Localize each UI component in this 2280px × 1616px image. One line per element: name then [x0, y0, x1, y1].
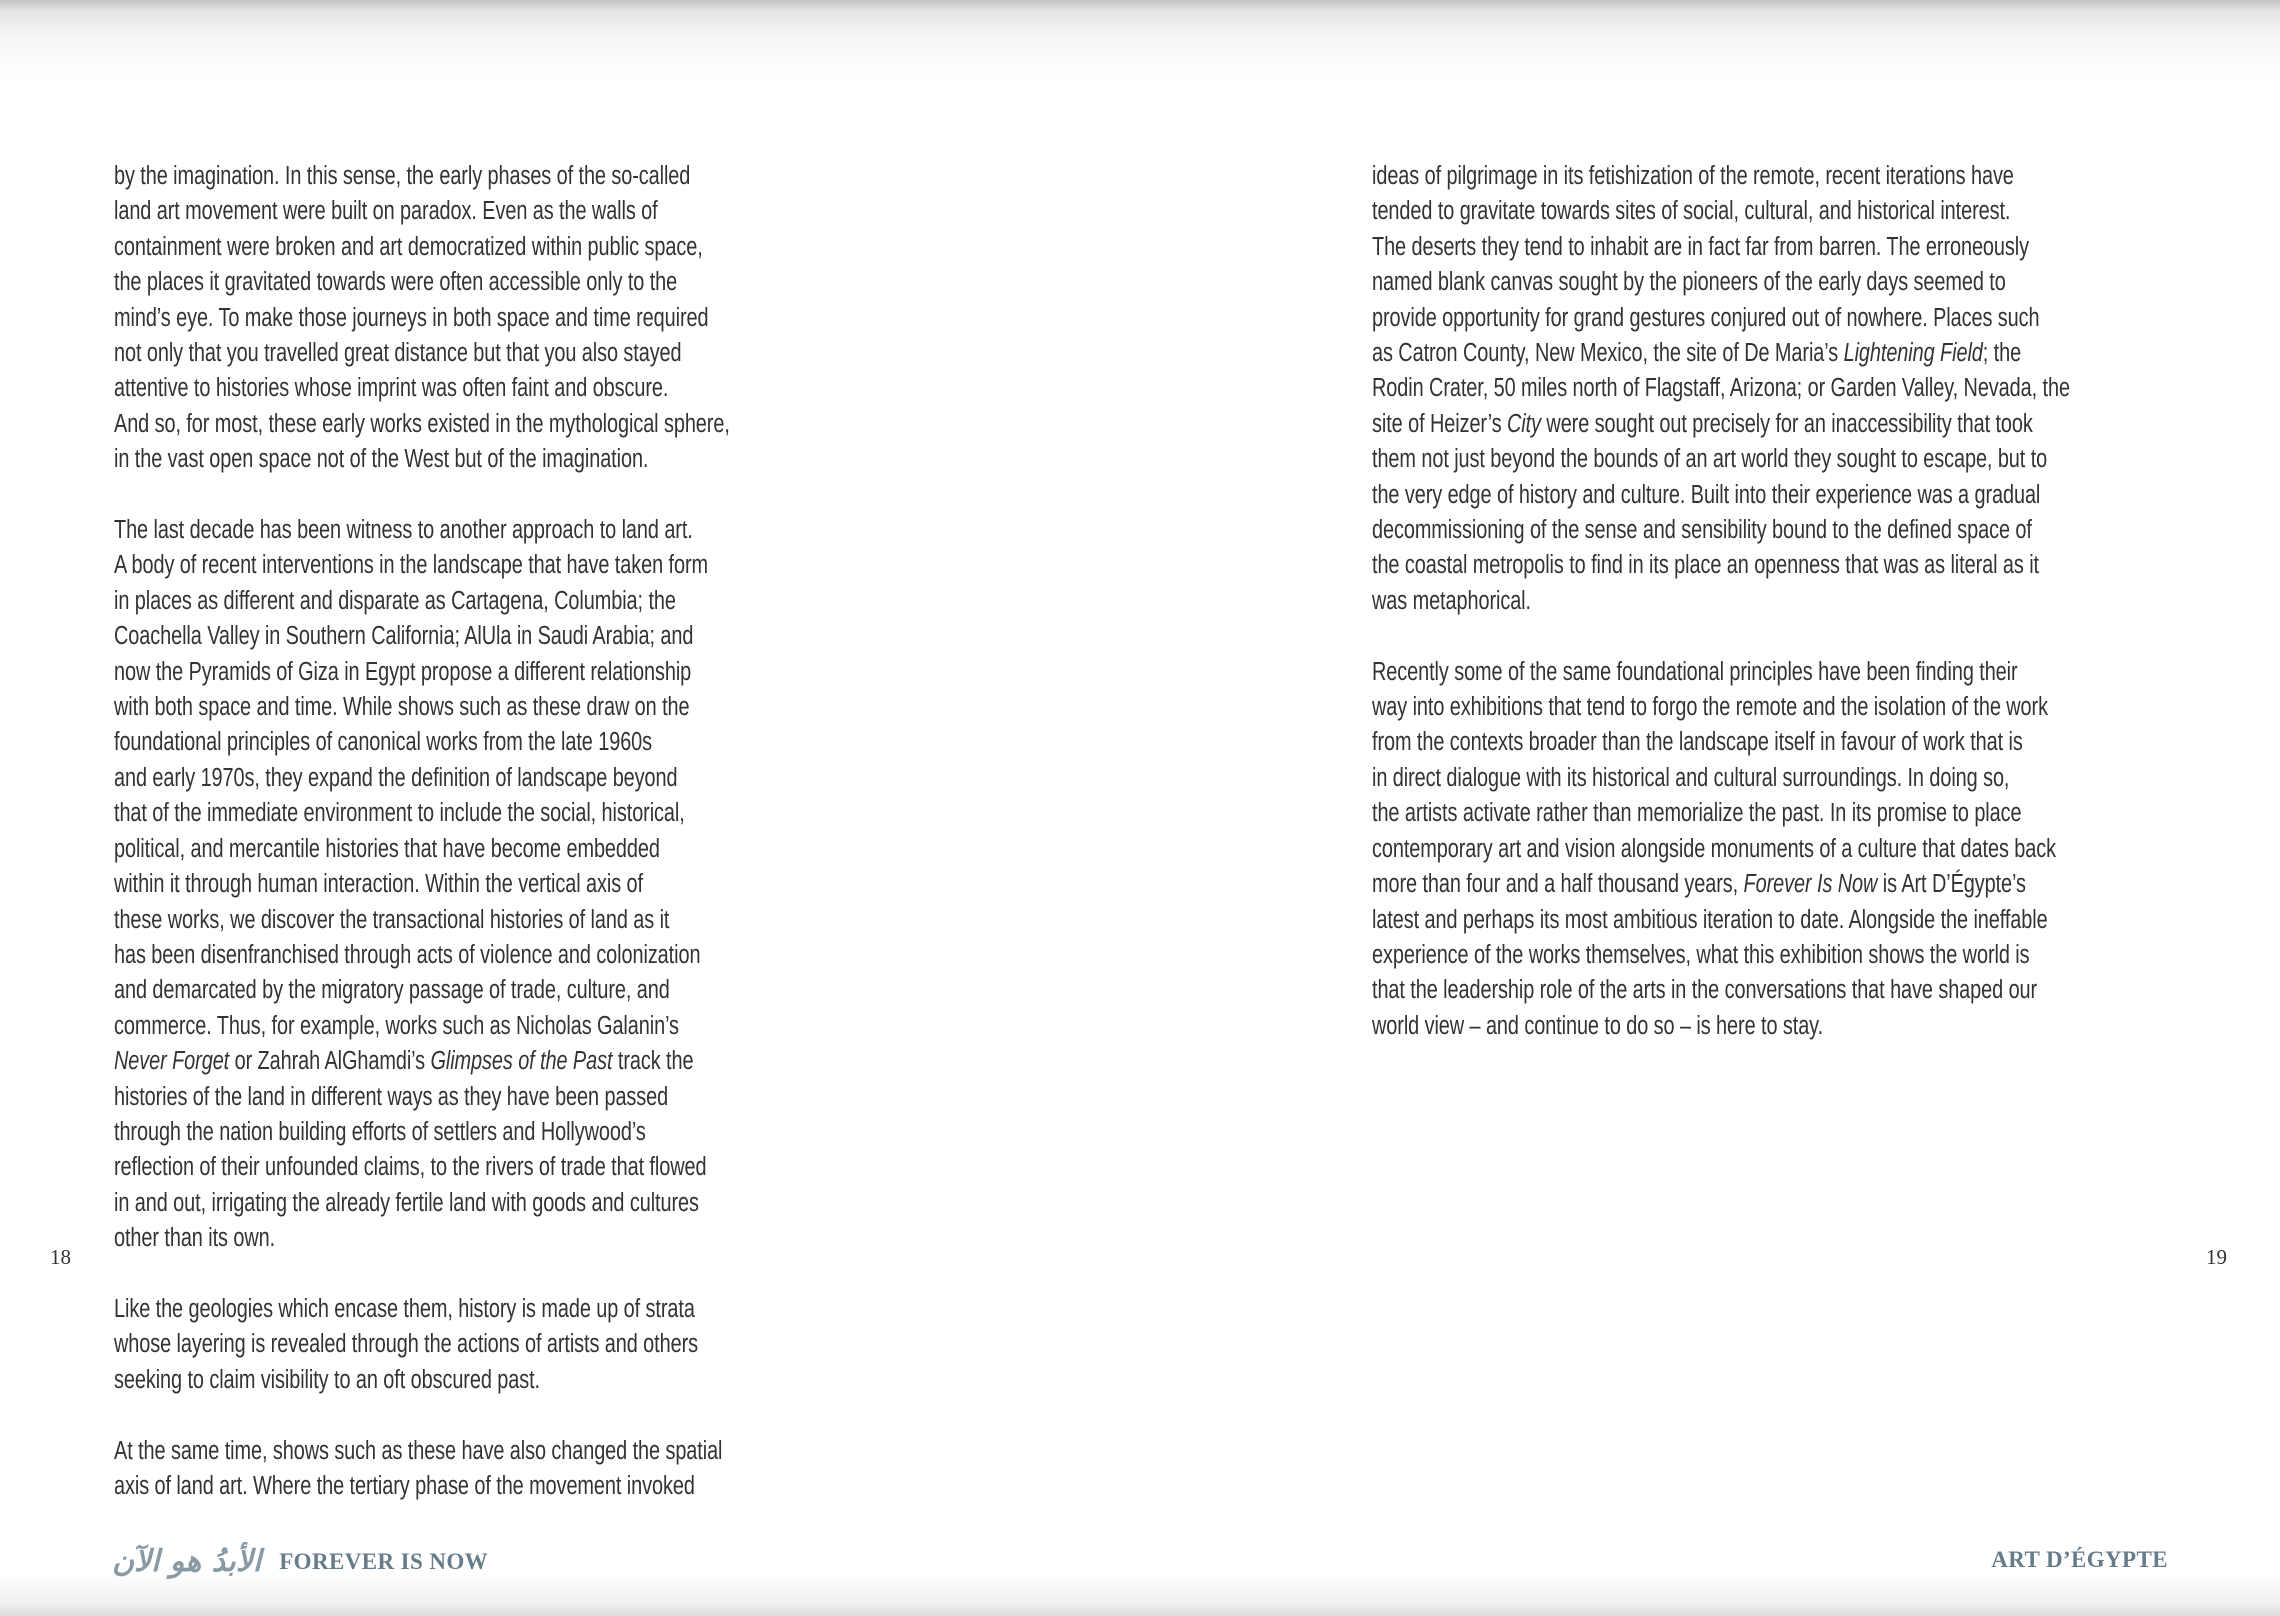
right-paragraph-1	[1372, 159, 2070, 619]
text-line: commerce. Thus, for example, works such as Nicholas Galanin’s	[114, 1011, 679, 1040]
artwork-title: City	[1507, 409, 1541, 438]
text-line: reflection of their unfounded claims, to the rivers of trade that flowed	[114, 1153, 707, 1182]
text-line-with-title	[1372, 407, 2070, 442]
text-line: that of the immediate environment to include the social, historical,	[114, 799, 685, 828]
text-line: and demarcated by the migratory passage of trade, culture, and	[114, 976, 670, 1005]
text-line: whose layering is revealed through the actions of artists and others	[114, 1330, 699, 1359]
text-line: seeking to claim visibility to an oft obscured past.	[114, 1365, 541, 1394]
text-line: by the imagination. In this sense, the early phases of the so-called	[114, 162, 691, 190]
text-line: now the Pyramids of Giza in Egypt propose a different relationship	[114, 657, 692, 686]
text-line: containment were broken and art democratized within public space,	[114, 232, 703, 261]
text-segment: more than four and a half thousand years,	[1372, 870, 1744, 899]
text-segment: ; the	[1982, 339, 2022, 368]
artwork-title: Lightening Field	[1843, 339, 1983, 368]
text-line: A body of recent interventions in the landscape that have taken form	[114, 551, 708, 580]
text-line: that the leadership role of the arts in the conversations that have shaped our	[1372, 976, 2038, 1005]
text-line: from the contexts broader than the landscape itself in favour of work that is	[1372, 728, 2023, 757]
text-line: Recently some of the same foundational principles have been finding their	[1372, 657, 2018, 686]
text-line: provide opportunity for grand gestures conjured out of nowhere. Places such	[1372, 303, 2040, 332]
left-paragraph-3	[114, 1292, 730, 1398]
text-line: histories of the land in different ways as they have been passed	[114, 1082, 669, 1111]
text-line-with-title	[1372, 336, 2070, 371]
text-line: axis of land art. Where the tertiary phase of the movement invoked	[114, 1471, 695, 1500]
text-line: foundational principles of canonical works from the late 1960s	[114, 728, 653, 757]
text-line: And so, for most, these early works existed in the mythological sphere,	[114, 409, 730, 438]
text-line: through the nation building efforts of settlers and Hollywood’s	[114, 1117, 646, 1146]
page-number-left: 18	[50, 1245, 71, 1269]
text-line: other than its own.	[114, 1224, 276, 1253]
text-line: in the vast open space not of the West but of the imagination.	[114, 445, 649, 474]
text-line: was metaphorical.	[1372, 586, 1531, 615]
left-page-text	[114, 159, 730, 1540]
text-line: ideas of pilgrimage in its fetishization of the remote, recent iterations have	[1372, 162, 2014, 190]
arabic-logo: الأبدُ هو الآن	[112, 1544, 262, 1579]
right-page-text	[1372, 159, 2070, 1080]
text-line: them not just beyond the bounds of an art world they sought to escape, but to	[1372, 445, 2048, 474]
text-line: Rodin Crater, 50 miles north of Flagstaff, Arizona; or Garden Valley, Nevada, the	[1372, 374, 2070, 403]
text-line: The deserts they tend to inhabit are in fact far from barren. The erroneously	[1372, 232, 2029, 261]
text-segment: or Zahrah AlGhamdi’s	[229, 1047, 431, 1076]
text-line: mind’s eye. To make those journeys in both space and time required	[114, 303, 709, 332]
text-line: and early 1970s, they expand the definition of landscape beyond	[114, 763, 678, 792]
text-line: The last decade has been witness to another approach to land art.	[114, 516, 693, 545]
text-line: contemporary art and vision alongside monuments of a culture that dates back	[1372, 834, 2056, 863]
page-number-right: 19	[2206, 1245, 2227, 1269]
text-line: political, and mercantile histories that have become embedded	[114, 834, 660, 863]
artwork-title: Never Forget	[114, 1047, 230, 1076]
text-line: named blank canvas sought by the pioneers of the early days seemed to	[1372, 268, 2006, 297]
text-line: the places it gravitated towards were often accessible only to the	[114, 268, 678, 297]
page-top-shadow	[0, 0, 2280, 80]
publisher-name: ART D’ÉGYPTE	[1991, 1547, 2168, 1572]
text-line: Coachella Valley in Southern California; AlUla in Saudi Arabia; and	[114, 622, 694, 651]
text-line: within it through human interaction. Within the vertical axis of	[114, 870, 643, 899]
text-line: these works, we discover the transactional histories of land as it	[114, 905, 670, 934]
text-line: the coastal metropolis to find in its place an openness that was as literal as it	[1372, 551, 2039, 580]
text-line: At the same time, shows such as these have also changed the spatial	[114, 1436, 723, 1465]
text-segment: as Catron County, New Mexico, the site of De Maria’s	[1372, 339, 1844, 368]
text-line: the very edge of history and culture. Built into their experience was a gradual	[1372, 480, 2041, 509]
text-segment: is Art D’Égypte’s	[1877, 870, 2026, 899]
footer-left-branding	[112, 1544, 488, 1580]
artwork-title: Glimpses of the Past	[430, 1047, 613, 1076]
text-line: with both space and time. While shows such as these draw on the	[114, 693, 690, 722]
text-line: land art movement were built on paradox. Even as the walls of	[114, 197, 658, 226]
text-line: the artists activate rather than memorialize the past. In its promise to place	[1372, 799, 2022, 828]
exhibition-title: Forever Is Now	[1743, 870, 1878, 899]
text-line: attentive to histories whose imprint was often faint and obscure.	[114, 374, 669, 403]
text-line: tended to gravitate towards sites of social, cultural, and historical interest.	[1372, 197, 2011, 226]
text-segment: track the	[612, 1047, 694, 1076]
text-line: world view – and continue to do so – is here to stay.	[1372, 1011, 1824, 1040]
left-paragraph-1	[114, 159, 730, 478]
text-line-with-title	[1372, 867, 2070, 902]
text-line: has been disenfranchised through acts of violence and colonization	[114, 940, 701, 969]
right-paragraph-2	[1372, 655, 2070, 1044]
text-segment: site of Heizer’s	[1372, 409, 1508, 438]
text-line-with-titles	[114, 1044, 730, 1079]
left-paragraph-4	[114, 1434, 730, 1505]
text-line: decommissioning of the sense and sensibility bound to the defined space of	[1372, 516, 2032, 545]
exhibition-name: FOREVER IS NOW	[279, 1549, 489, 1574]
text-line: Like the geologies which encase them, history is made up of strata	[114, 1294, 695, 1323]
text-line: in places as different and disparate as Cartagena, Columbia; the	[114, 586, 676, 615]
left-paragraph-2	[114, 513, 730, 1257]
text-line: experience of the works themselves, what this exhibition shows the world is	[1372, 940, 2030, 969]
text-line: latest and perhaps its most ambitious iteration to date. Alongside the ineffable	[1372, 905, 2048, 934]
text-segment: were sought out precisely for an inaccessibility that took	[1540, 409, 2033, 438]
text-line: way into exhibitions that tend to forgo the remote and the isolation of the work	[1372, 693, 2048, 722]
text-line: in direct dialogue with its historical and cultural surroundings. In doing so,	[1372, 763, 2010, 792]
text-line: not only that you travelled great distance but that you also stayed	[114, 339, 682, 368]
text-line: in and out, irrigating the already fertile land with goods and cultures	[114, 1188, 699, 1217]
